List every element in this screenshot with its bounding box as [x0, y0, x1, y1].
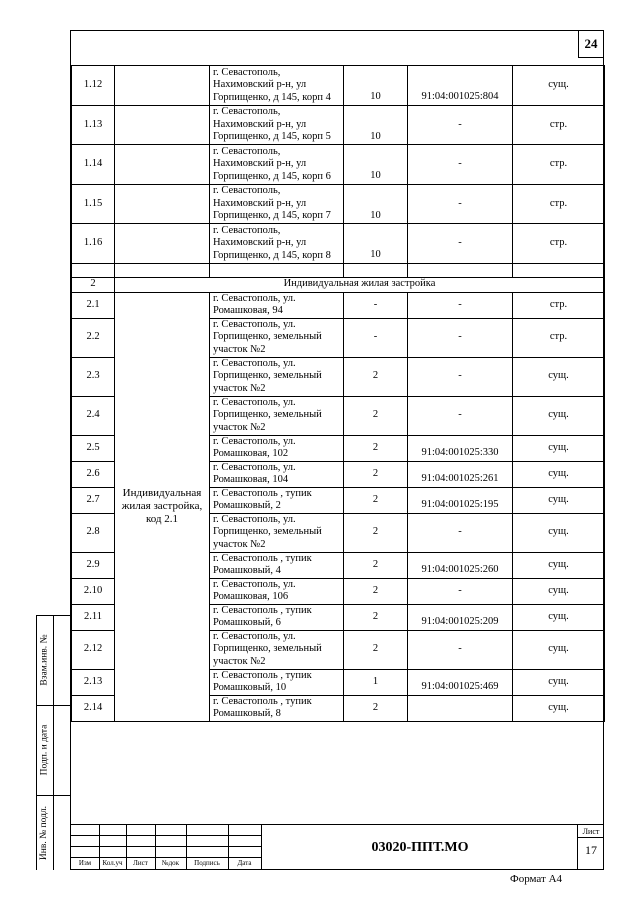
floors-cell: 1	[344, 669, 408, 695]
category-line: Индивидуальная	[122, 487, 202, 499]
row-number: 1.13	[72, 105, 115, 145]
cadastre-cell: -	[408, 224, 513, 264]
status-cell: сущ.	[513, 630, 605, 669]
address-line: Горпищенко, д 145, корп 8	[213, 249, 331, 261]
status-cell: сущ.	[513, 66, 605, 106]
address-line: Ромашковый, 2	[213, 500, 281, 511]
address-cell	[210, 105, 344, 145]
status-cell: сущ.	[513, 578, 605, 604]
address-line: Горпищенко, д 145, корп 7	[213, 210, 331, 221]
address-line: Горпищенко, д 145, корп 4	[213, 91, 331, 103]
address-line: участок №2	[213, 382, 266, 394]
address-line: г. Севастополь, ул.	[213, 461, 296, 473]
floors-cell: 2	[344, 630, 408, 669]
status-cell: стр.	[513, 318, 605, 357]
address-cell	[210, 145, 344, 185]
title-block	[71, 824, 603, 869]
address-line: г. Севастополь,	[213, 224, 281, 236]
address-line: участок №2	[213, 538, 266, 550]
address-cell	[210, 292, 344, 318]
table-row	[72, 184, 605, 224]
cadastre-cell: -	[408, 357, 513, 396]
buildings-table	[71, 65, 605, 722]
address-line: г. Севастополь , тупик	[213, 695, 312, 707]
address-line: Горпищенко, земельный	[213, 331, 322, 343]
title-block-header: Подпись	[194, 859, 220, 867]
address-cell	[210, 604, 344, 630]
category-line: код 2.1	[145, 513, 179, 525]
empty-cell	[115, 184, 210, 224]
address-line: г. Севастополь, ул.	[213, 630, 296, 642]
floors-cell: 2	[344, 552, 408, 578]
row-number: 2.3	[72, 357, 115, 396]
address-line: г. Севастополь, ул.	[213, 513, 296, 525]
address-line: Ромашковая, 104	[213, 474, 289, 485]
floors-cell: 10	[344, 66, 408, 106]
status-cell: стр.	[513, 145, 605, 185]
address-cell	[210, 184, 344, 224]
address-line: г. Севастополь , тупик	[213, 487, 312, 499]
address-line: г. Севастополь , тупик	[213, 604, 312, 616]
cadastre-cell: -	[408, 396, 513, 435]
row-number: 2.12	[72, 630, 115, 669]
address-cell	[210, 630, 344, 669]
row-number: 2.10	[72, 578, 115, 604]
address-cell	[210, 435, 344, 461]
page-number: 24	[578, 30, 604, 58]
floors-cell: 2	[344, 604, 408, 630]
section-row	[72, 277, 605, 292]
address-cell	[210, 695, 344, 721]
table-row	[72, 292, 605, 318]
address-line: участок №2	[213, 421, 266, 433]
status-cell: стр.	[513, 292, 605, 318]
address-line: Ромашковая, 94	[213, 305, 283, 316]
address-line: Ромашковый, 10	[213, 682, 287, 693]
floors-cell: -	[344, 318, 408, 357]
title-block-header: Изм	[78, 859, 92, 867]
empty-cell	[115, 145, 210, 185]
address-line: Ромашковый, 6	[213, 617, 281, 628]
address-line: Горпищенко, д 145, корп 5	[213, 131, 331, 142]
floors-cell: 2	[344, 695, 408, 721]
address-cell	[210, 461, 344, 487]
address-line: г. Севастополь, ул.	[213, 357, 296, 369]
cadastre-cell: 91:04:001025:330	[408, 435, 513, 461]
title-block-header: №док	[161, 859, 180, 867]
address-line: г. Севастополь , тупик	[213, 552, 312, 564]
address-line: г. Севастополь, ул.	[213, 578, 296, 590]
row-number: 1.15	[72, 184, 115, 224]
cadastre-cell: 91:04:001025:261	[408, 461, 513, 487]
address-line: Ромашковая, 106	[213, 591, 289, 602]
cadastre-cell: -	[408, 105, 513, 145]
floors-cell: 2	[344, 461, 408, 487]
cadastre-cell: 91:04:001025:209	[408, 604, 513, 630]
row-number: 2.6	[72, 461, 115, 487]
row-number: 2.13	[72, 669, 115, 695]
cadastre-cell: -	[408, 630, 513, 669]
address-cell	[210, 513, 344, 552]
category-line: жилая застройка,	[121, 500, 203, 512]
address-cell	[210, 224, 344, 264]
cadastre-cell: 91:04:001025:260	[408, 552, 513, 578]
address-line: Горпищенко, земельный	[213, 409, 322, 421]
row-number: 1.14	[72, 145, 115, 185]
status-cell: сущ.	[513, 552, 605, 578]
title-block-grid	[71, 824, 261, 869]
floors-cell: 2	[344, 435, 408, 461]
floors-cell: 10	[344, 184, 408, 224]
drawing-frame	[70, 30, 604, 870]
cadastre-cell: -	[408, 292, 513, 318]
address-line: Ромашковый, 4	[213, 565, 281, 576]
address-line: г. Севастополь,	[213, 145, 281, 157]
address-line: г. Севастополь,	[213, 66, 281, 78]
address-line: г. Севастополь, ул.	[213, 435, 296, 447]
address-line: Горпищенко, д 145, корп 6	[213, 170, 331, 182]
table-row	[72, 224, 605, 264]
address-line: Нахимовский р-н, ул	[213, 118, 307, 130]
address-line: Горпищенко, земельный	[213, 526, 322, 538]
address-cell	[210, 66, 344, 106]
floors-cell: 10	[344, 105, 408, 145]
address-line: Нахимовский р-н, ул	[213, 158, 307, 169]
empty-cell	[115, 66, 210, 106]
status-cell: стр.	[513, 105, 605, 145]
status-cell: сущ.	[513, 396, 605, 435]
address-line: г. Севастополь, ул.	[213, 292, 296, 304]
address-line: Ромашковая, 102	[213, 448, 289, 459]
row-number: 2.11	[72, 604, 115, 630]
empty-cell	[115, 224, 210, 264]
cadastre-cell	[408, 695, 513, 721]
address-cell	[210, 318, 344, 357]
table-row	[72, 66, 605, 106]
table-row	[72, 105, 605, 145]
title-block-header: Лист	[133, 859, 148, 867]
cadastre-cell: -	[408, 184, 513, 224]
status-cell: сущ.	[513, 669, 605, 695]
cadastre-cell: 91:04:001025:195	[408, 487, 513, 513]
title-block-header: Дата	[237, 859, 252, 867]
address-line: г. Севастополь,	[213, 106, 281, 117]
floors-cell: -	[344, 292, 408, 318]
address-line: участок №2	[213, 655, 266, 667]
document-code: 03020-ППТ.МО	[261, 824, 578, 870]
status-cell: стр.	[513, 184, 605, 224]
row-number: 2.2	[72, 318, 115, 357]
address-cell	[210, 669, 344, 695]
cadastre-cell: 91:04:001025:804	[408, 66, 513, 106]
address-cell	[210, 552, 344, 578]
format-label: Формат А4	[510, 873, 563, 885]
status-cell: стр.	[513, 224, 605, 264]
status-cell: сущ.	[513, 461, 605, 487]
floors-cell: 2	[344, 578, 408, 604]
address-line: г. Севастополь , тупик	[213, 669, 312, 681]
row-number: 2.5	[72, 435, 115, 461]
floors-cell: 10	[344, 224, 408, 264]
floors-cell: 2	[344, 513, 408, 552]
cadastre-cell: -	[408, 318, 513, 357]
floors-cell: 2	[344, 487, 408, 513]
floors-cell: 10	[344, 145, 408, 185]
category-cell	[115, 292, 210, 721]
row-number: 2.7	[72, 487, 115, 513]
address-line: г. Севастополь, ул.	[213, 318, 296, 330]
row-number: 2.14	[72, 695, 115, 721]
row-number: 1.16	[72, 224, 115, 264]
address-line: Нахимовский р-н, ул	[213, 237, 307, 248]
row-number: 2.9	[72, 552, 115, 578]
side-stamp-strip	[36, 615, 70, 870]
status-cell: сущ.	[513, 487, 605, 513]
cadastre-cell: -	[408, 513, 513, 552]
address-cell	[210, 357, 344, 396]
address-cell	[210, 578, 344, 604]
address-line: Горпищенко, земельный	[213, 643, 322, 655]
spacer-row	[72, 263, 605, 277]
address-line: участок №2	[213, 343, 266, 355]
section-number: 2	[72, 277, 115, 292]
status-cell: сущ.	[513, 604, 605, 630]
status-cell: сущ.	[513, 435, 605, 461]
address-line: Горпищенко, земельный	[213, 370, 322, 382]
floors-cell: 2	[344, 396, 408, 435]
cadastre-cell: -	[408, 578, 513, 604]
floors-cell: 2	[344, 357, 408, 396]
table-row	[72, 145, 605, 185]
title-block-header: Кол.уч	[102, 859, 123, 867]
side-label-podp: Подп. и дата	[39, 724, 50, 776]
row-number: 2.1	[72, 292, 115, 318]
sheet-number: 17	[585, 843, 597, 857]
row-number: 1.12	[72, 66, 115, 106]
side-label-vzam: Взам.инв. №	[39, 634, 50, 686]
address-line: Ромашковый, 8	[213, 708, 281, 719]
address-line: Нахимовский р-н, ул	[213, 79, 307, 90]
address-cell	[210, 487, 344, 513]
status-cell: сущ.	[513, 695, 605, 721]
empty-cell	[115, 105, 210, 145]
status-cell: сущ.	[513, 513, 605, 552]
address-line: г. Севастополь,	[213, 185, 281, 196]
cadastre-cell: 91:04:001025:469	[408, 669, 513, 695]
status-cell: сущ.	[513, 357, 605, 396]
row-number: 2.4	[72, 396, 115, 435]
cadastre-cell: -	[408, 145, 513, 185]
address-cell	[210, 396, 344, 435]
sheet-box	[577, 824, 604, 870]
section-title: Индивидуальная жилая застройка	[115, 277, 605, 292]
row-number: 2.8	[72, 513, 115, 552]
side-label-inv: Инв. № подл.	[39, 805, 50, 860]
sheet-label: Лист	[582, 827, 600, 836]
address-line: Нахимовский р-н, ул	[213, 197, 307, 209]
address-line: г. Севастополь, ул.	[213, 396, 296, 408]
